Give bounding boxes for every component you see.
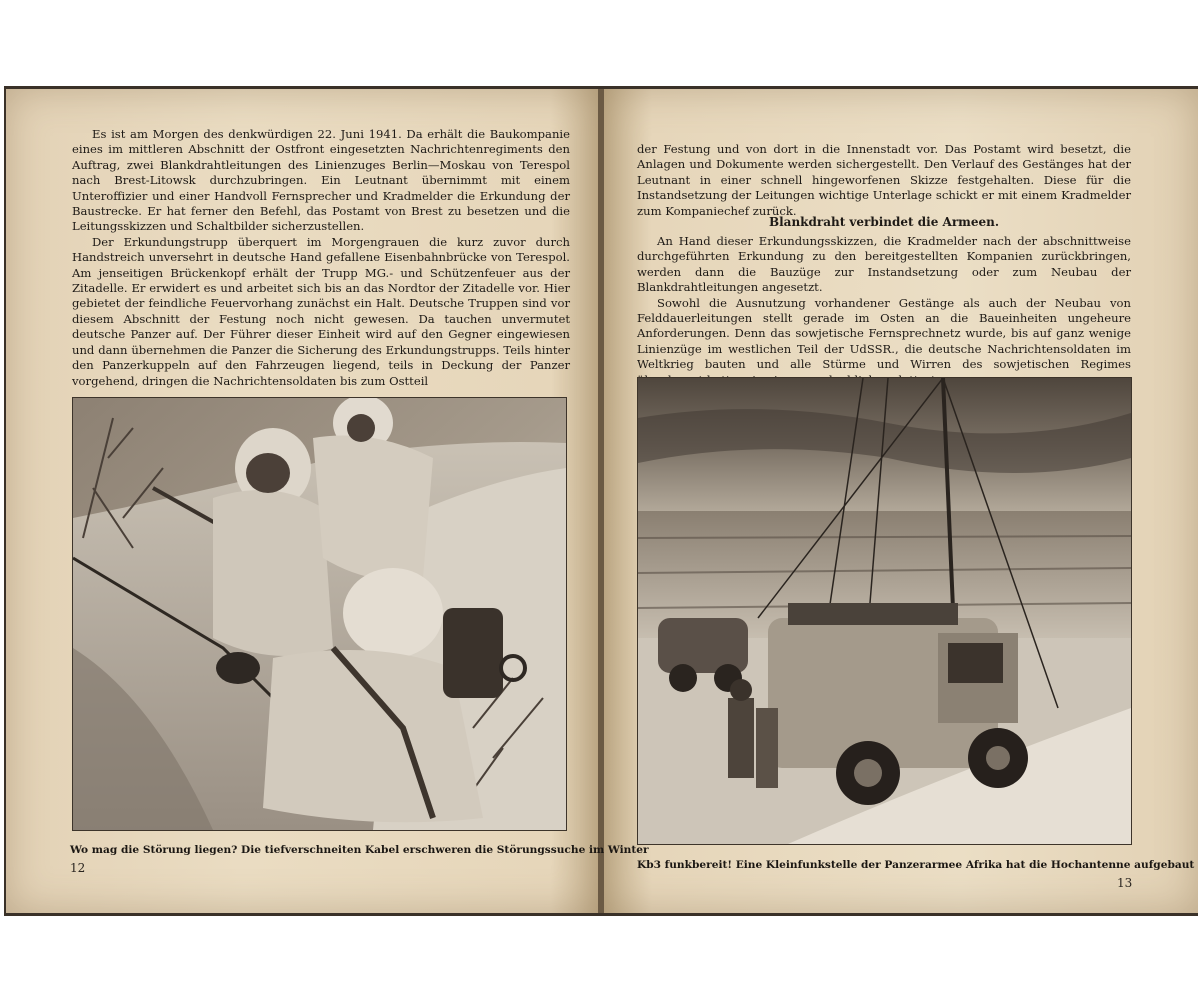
winter-soldiers-photo <box>72 397 567 831</box>
right-paragraph-1: An Hand dieser Erkundungsskizzen, die Kradmelder nach der abschnittweise durchgeführten Erkundung zu den bereitgestellten Kompanien zurückbringen, werden dann die Bauzüge zur Instandsetzung oder zum Neubau der Blankdrahtleitungen angesetzt. <box>637 234 1131 295</box>
right-paragraph-continued: der Festung und von dort in die Innenstadt vor. Das Postamt wird besetzt, die Anlagen und Dokumente werden sichergestellt. Den Verlauf des Gestänges hat der Leutnant in einer schnell hingeworfenen Skizze festgehalten. Diese für die Instandsetzung der Leitungen wichtige Unterlage schickt er mit einem Kradmelder zum Kompaniechef zurück. <box>637 142 1131 218</box>
right-section-heading: Blankdraht verbindet die Armeen. <box>768 215 1000 229</box>
winter-soldiers-image <box>73 398 566 830</box>
right-page-body <box>637 234 1131 388</box>
desert-radio-truck-image <box>638 378 1131 844</box>
left-page-body <box>72 127 570 389</box>
right-page-body-top <box>637 142 1131 219</box>
left-paragraph-2: Der Erkundungstrupp überquert im Morgengrauen die kurz zuvor durch Handstreich unversehrt in deutsche Hand gefallene Eisenbahnbrücke von Terespol. Am jenseitigen Brückenkopf erhält der Trupp MG.- und Schützenfeuer aus der Zitadelle. Er erwidert es und arbeitet sich bis an das Nordtor der Zitadelle vor. Hier gebietet der feindliche Feuervorhang zunächst ein Halt. Deutsche Truppen sind vor diesem Abschnitt der Festung noch nicht gewesen. Da tauchen unvermutet deutsche Panzer auf. Der Führer dieser Einheit wird auf den Gegner eingewiesen und dann übernehmen die Panzer die Sicherung des Erkundungstrupps. Teils hinter den Panzerkuppeln auf den Fahrzeugen liegend, teils in Deckung der Panzer vorgehend, dringen die Nachrichtensoldaten bis zum Ostteil <box>72 234 570 388</box>
left-page-number: 12 <box>70 861 86 875</box>
right-photo-caption: Kb3 funkbereit! Eine Kleinfunkstelle der Panzerarmee Afrika hat die Hochantenne aufgebaut <box>637 859 1195 871</box>
left-photo-caption: Wo mag die Störung liegen? Die tiefverschneiten Kabel erschweren die Störungssuche im Winter <box>70 844 649 856</box>
right-page-number: 13 <box>1117 876 1133 890</box>
left-paragraph-1: Es ist am Morgen des denkwürdigen 22. Juni 1941. Da erhält die Baukompanie eines im mittleren Abschnitt der Ostfront eingesetzten Nachrichtenregiments den Auftrag, zwei Blankdrahtleitungen des Linienzuges Berlin—Moskau von Terespol nach Brest-Litowsk durchzubringen. Ein Leutnant übernimmt mit einem Unteroffizier und einer Handvoll Fernsprecher und Kradmelder die Erkundung der Baustrecke. Er hat ferner den Befehl, das Postamt von Brest zu besetzen und die Leitungsskizzen und Schaltbilder sicherzustellen. <box>72 127 570 234</box>
right-paragraph-2: Sowohl die Ausnutzung vorhandener Gestänge als auch der Neubau von Felddauerleitungen stellt gerade im Osten an die Baueinheiten ungeheure Anforderungen. Denn das sowjetische Fernsprechnetz wurde, bis auf ganz wenige Linienzüge im westlichen Teil der UdSSR., die deutsche Nachrichtensoldaten im Weltkrieg bauten und alle Stürme und Wirren des sowjetischen Regimes <box>637 295 1131 372</box>
desert-radio-truck-photo <box>637 377 1132 845</box>
